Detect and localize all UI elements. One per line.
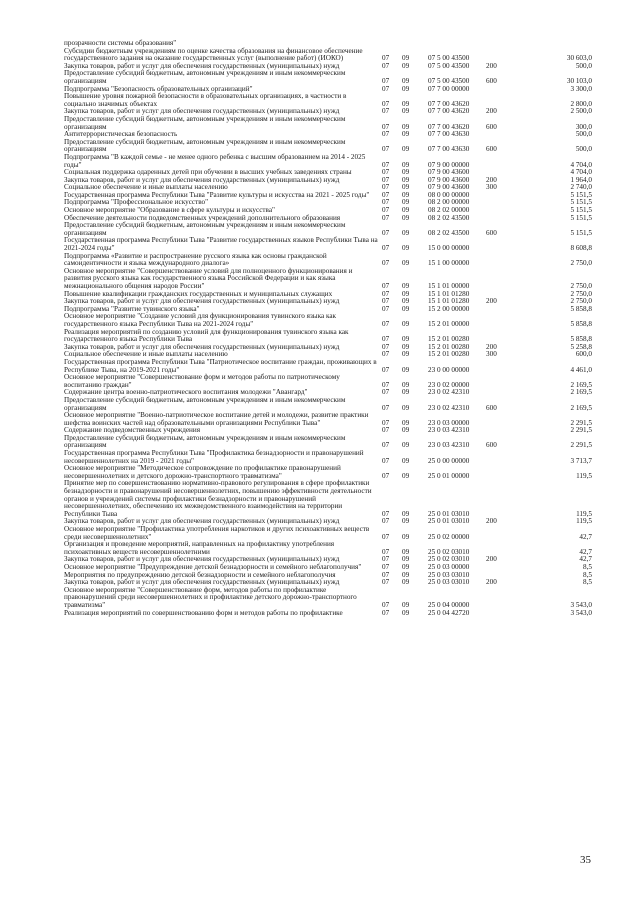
table-row	[64, 480, 592, 518]
row-subsection-code: 09	[402, 99, 410, 108]
table-row	[64, 154, 592, 169]
table-row	[64, 93, 592, 108]
row-name: Основное мероприятие "Совершенствование форм и методов работы по патриотическому воспитанию граждан"	[64, 373, 340, 389]
row-section-code: 07	[382, 99, 390, 108]
row-subsection-code: 09	[402, 532, 410, 541]
row-section-code: 07	[382, 342, 390, 351]
row-target-article: 07 9 00 43600	[428, 168, 470, 177]
row-amount: 2 750,0	[570, 289, 592, 298]
row-section-code: 07	[382, 297, 390, 306]
row-subsection-code: 09	[402, 562, 410, 571]
row-name: Основное мероприятие "Предупреждение детской безнадзорности и семейного неблагополучия"	[64, 562, 362, 571]
row-name: Содержание подведомственных учреждения	[64, 426, 201, 435]
row-name: Предоставление субсидий бюджетным, автономным учреждениям и иным некоммерческим организациям	[64, 221, 346, 237]
row-subsection-code: 09	[402, 282, 410, 290]
row-amount: 42,7	[579, 532, 592, 541]
row-subsection-code: 09	[402, 122, 410, 131]
row-amount: 2 291,5	[570, 418, 592, 427]
row-target-article: 23 0 02 42310	[428, 403, 470, 412]
table-row	[64, 139, 592, 154]
row-subsection-code: 09	[402, 213, 410, 222]
row-subsection-code: 09	[402, 380, 410, 389]
row-target-article: 07 5 00 43500	[428, 76, 470, 85]
row-name: Субсидии бюджетным учреждениям по оценке качества образования на финансовое обеспечение государственного задания на оказание государственных услуг (выполнение работ) (ИОКО)	[64, 46, 363, 63]
row-section-code: 07	[382, 517, 390, 526]
row-target-article: 08 2 02 43500	[428, 213, 470, 222]
row-subsection-code: 09	[402, 61, 410, 70]
table-row	[64, 412, 592, 427]
row-subsection-code: 09	[402, 342, 410, 351]
row-subsection-code: 09	[402, 403, 410, 412]
row-name: Основное мероприятие "Создание условий для функционирования тувинского языка как государственного языка Республики Тыва на 2021-2024 годы"	[64, 312, 337, 328]
row-subsection-code: 09	[402, 84, 410, 93]
row-name: Закупка товаров, работ и услуг для обеспечения государственных (муниципальных) нужд	[64, 578, 340, 587]
row-amount: 8,5	[583, 570, 592, 579]
row-amount: 5 258,8	[570, 342, 592, 351]
row-amount: 8 608,8	[570, 244, 592, 253]
row-target-article: 07 7 00 43620	[428, 107, 470, 116]
row-target-article: 25 0 04 00000	[428, 600, 470, 609]
row-section-code: 07	[382, 168, 390, 177]
row-name: Содержание центра военно-патриотического воспитания молодежи "Авангард"	[64, 388, 308, 397]
row-target-article: 07 7 00 00000	[428, 84, 470, 93]
row-amount: 500,0	[575, 130, 592, 139]
row-amount: 5 151,5	[570, 228, 592, 237]
row-subsection-code: 09	[402, 350, 410, 359]
row-name: Предоставление субсидий бюджетным, автономным учреждениям и иным некоммерческим организациям	[64, 395, 346, 412]
row-amount: 5 151,5	[570, 198, 592, 207]
row-subsection-code: 09	[402, 418, 410, 427]
row-amount: 500,0	[575, 61, 592, 70]
row-section-code: 07	[382, 259, 390, 268]
row-name: Предоставление субсидий бюджетным, автономным учреждениям и иным некоммерческим организациям	[64, 114, 346, 131]
row-target-article: 25 0 02 00000	[428, 532, 470, 541]
row-name: Государственная программа Республики Тыва "Патриотическое воспитание граждан, проживающих в Республике Тыва, на 2019-2021 годы"	[64, 357, 377, 374]
row-subsection-code: 09	[402, 456, 410, 465]
row-subsection-code: 09	[402, 365, 410, 374]
row-section-code: 07	[382, 578, 390, 587]
row-target-article: 07 9 00 43600	[428, 183, 470, 192]
row-subsection-code: 09	[402, 130, 410, 139]
row-amount: 4 704,0	[570, 160, 592, 169]
table-row	[64, 587, 592, 610]
row-amount: 8,5	[583, 562, 592, 571]
row-subsection-code: 09	[402, 289, 410, 298]
row-section-code: 07	[382, 130, 390, 139]
table-row	[64, 526, 592, 541]
row-target-article: 23 0 03 42310	[428, 426, 470, 435]
row-target-article: 25 0 03 03010	[428, 570, 470, 579]
row-section-code: 07	[382, 183, 390, 192]
row-amount: 2 500,0	[570, 107, 592, 116]
row-expense-type: 200	[486, 342, 497, 351]
row-name: Государственная программа Республики Тыва "Развитие культуры и искусства на 2021 - 2025 годы"	[64, 190, 370, 199]
row-target-article: 08 2 02 00000	[428, 206, 470, 215]
row-name: Закупка товаров, работ и услуг для обеспечения государственных (муниципальных) нужд	[64, 61, 340, 70]
row-name: Подпрограмма "Безопасность образовательных организаций"	[64, 84, 253, 93]
row-section-code: 07	[382, 175, 390, 184]
row-subsection-code: 09	[402, 107, 410, 116]
row-target-article: 15 2 00 00000	[428, 304, 470, 313]
row-target-article: 15 1 01 00000	[428, 282, 470, 290]
row-amount: 600,0	[575, 350, 592, 359]
row-amount: 119,5	[576, 517, 592, 526]
row-subsection-code: 09	[402, 297, 410, 306]
row-section-code: 07	[382, 608, 390, 617]
row-subsection-code: 09	[402, 259, 410, 268]
row-section-code: 07	[382, 319, 390, 328]
table-row	[64, 116, 592, 131]
row-section-code: 07	[382, 206, 390, 215]
table-row	[64, 222, 592, 237]
row-amount: 3 300,0	[570, 84, 592, 93]
row-amount: 42,7	[579, 555, 592, 564]
row-expense-type: 200	[486, 297, 497, 306]
row-section-code: 07	[382, 228, 390, 237]
row-name: Закупка товаров, работ и услуг для обеспечения государственных (муниципальных) нужд	[64, 107, 340, 116]
row-expense-type: 200	[486, 175, 497, 184]
row-subsection-code: 09	[402, 319, 410, 328]
row-section-code: 07	[382, 600, 390, 609]
row-subsection-code: 09	[402, 517, 410, 526]
row-target-article: 23 0 03 42310	[428, 441, 470, 450]
row-section-code: 07	[382, 335, 390, 344]
row-section-code: 07	[382, 547, 390, 556]
row-section-code: 07	[382, 456, 390, 465]
table-row	[64, 610, 592, 618]
row-target-article: 23 0 03 00000	[428, 418, 470, 427]
row-target-article: 15 1 01 01280	[428, 289, 470, 298]
row-subsection-code: 09	[402, 608, 410, 617]
row-expense-type: 200	[486, 578, 497, 587]
row-expense-type: 600	[486, 403, 497, 412]
row-target-article: 23 0 02 42310	[428, 388, 470, 397]
table-row	[64, 450, 592, 465]
row-name: Обеспечение деятельности подведомственных учреждений дополнительного образования	[64, 213, 341, 222]
row-subsection-code: 09	[402, 183, 410, 192]
row-name: Закупка товаров, работ и услуг для обеспечения государственных (муниципальных) нужд	[64, 297, 340, 306]
table-row	[64, 237, 592, 252]
row-name: Подпрограмма «Развитие и распространение русского языка как основы гражданской самоидентичности и языка международного диалога»	[64, 251, 327, 268]
row-target-article: 15 1 01 01280	[428, 297, 470, 306]
row-amount: 2 750,0	[570, 297, 592, 306]
row-amount: 4 461,0	[570, 365, 592, 374]
row-name: Основное мероприятие "Военно-патриотическое воспитание детей и молодежи, развитие практики шефства воинских частей над образовательными организациями Республики Тыва"	[64, 411, 369, 427]
row-expense-type: 200	[486, 61, 497, 70]
row-name: Реализация мероприятий по созданию условий для функционирования тувинского языка как государственного языка Республики Тыва	[64, 327, 349, 344]
row-target-article: 15 1 00 00000	[428, 259, 470, 268]
table-row	[64, 268, 592, 291]
row-name: Основное мероприятие "Образование в сфере культуры и искусства"	[64, 206, 275, 215]
row-section-code: 07	[382, 244, 390, 253]
row-subsection-code: 09	[402, 76, 410, 85]
row-name: Государственная программа Республики Тыва "Профилактика безнадзорности и правонарушений несовершеннолетних на 2019 - 2021 годы"	[64, 449, 364, 465]
table-row	[64, 374, 592, 389]
row-section-code: 07	[382, 570, 390, 579]
row-subsection-code: 09	[402, 304, 410, 313]
row-amount: 5 858,8	[570, 319, 592, 328]
row-subsection-code: 09	[402, 555, 410, 564]
row-amount: 119,5	[576, 509, 592, 518]
table-row	[64, 465, 592, 480]
row-target-article: 07 9 00 00000	[428, 160, 470, 169]
row-target-article: 25 0 00 00000	[428, 456, 470, 465]
row-name: Государственная программа Республики Тыва "Развитие государственных языков Республики Тыва на 2021-2024 годы"	[64, 236, 378, 253]
row-expense-type: 200	[486, 107, 497, 116]
row-name: Закупка товаров, работ и услуг для обеспечения государственных (муниципальных) нужд	[64, 342, 340, 351]
row-amount: 3 543,0	[570, 608, 592, 617]
row-name: Организация и проведение мероприятий, направленных на профилактику употребления психоактивных веществ несовершеннолетними	[64, 540, 335, 556]
table-row	[64, 70, 592, 85]
row-subsection-code: 09	[402, 426, 410, 435]
row-target-article: 08 0 00 00000	[428, 190, 470, 199]
row-target-article: 25 0 01 00000	[428, 471, 470, 480]
row-amount: 3 543,0	[570, 600, 592, 609]
row-name: Предоставление субсидий бюджетным, автономным учреждениям и иным некоммерческим организациям	[64, 69, 346, 85]
row-subsection-code: 09	[402, 509, 410, 518]
row-section-code: 07	[382, 304, 390, 313]
row-expense-type: 600	[486, 228, 497, 237]
row-section-code: 07	[382, 403, 390, 412]
page-number: 35	[580, 854, 591, 866]
table-row	[64, 253, 592, 268]
row-amount: 2 750,0	[570, 282, 592, 290]
row-amount: 1 964,0	[570, 175, 592, 184]
row-subsection-code: 09	[402, 160, 410, 169]
row-name: Социальная поддержка одаренных детей при обучении в высших учебных заведениях страны	[64, 168, 352, 177]
row-amount: 2 800,0	[570, 99, 592, 108]
row-name: Основное мероприятие "Совершенствование форм, методов работы по профилактике правонарушений среди несовершеннолетних и профилактике детского дорожно-транспортного травматизма"	[64, 585, 357, 609]
row-expense-type: 600	[486, 76, 497, 85]
row-subsection-code: 09	[402, 168, 410, 177]
row-amount: 2 740,0	[570, 183, 592, 192]
row-section-code: 07	[382, 282, 390, 290]
row-target-article: 07 9 00 43600	[428, 175, 470, 184]
row-amount: 2 291,5	[570, 441, 592, 450]
row-section-code: 07	[382, 441, 390, 450]
row-name: Закупка товаров, работ и услуг для обеспечения государственных (муниципальных) нужд	[64, 517, 340, 526]
row-name: Подпрограмма "Развитие тувинского языка"	[64, 304, 200, 313]
row-target-article: 25 0 04 42720	[428, 608, 470, 617]
row-subsection-code: 09	[402, 145, 410, 154]
table-row	[64, 541, 592, 556]
row-name: Подпрограмма "Профессиональное искусство"	[64, 198, 209, 207]
row-section-code: 07	[382, 289, 390, 298]
table-row	[64, 48, 592, 63]
row-target-article: 25 0 03 03010	[428, 578, 470, 587]
budget-table	[64, 40, 592, 617]
row-target-article: 15 2 01 00280	[428, 342, 470, 351]
table-row	[64, 435, 592, 450]
table-row	[64, 397, 592, 412]
row-target-article: 07 7 00 43630	[428, 130, 470, 139]
row-target-article: 08 2 00 00000	[428, 198, 470, 207]
row-amount: 500,0	[575, 145, 592, 154]
row-name: прозрачности системы образования"	[64, 39, 177, 47]
row-name: Закупка товаров, работ и услуг для обеспечения государственных (муниципальных) нужд	[64, 555, 340, 564]
row-target-article: 07 7 00 43620	[428, 99, 470, 108]
row-amount: 2 291,5	[570, 426, 592, 435]
row-target-article: 07 5 00 43500	[428, 61, 470, 70]
row-subsection-code: 09	[402, 244, 410, 253]
row-section-code: 07	[382, 562, 390, 571]
row-section-code: 07	[382, 555, 390, 564]
row-target-article: 15 2 01 00280	[428, 335, 470, 344]
row-section-code: 07	[382, 380, 390, 389]
row-amount: 2 169,5	[570, 388, 592, 397]
row-amount: 2 750,0	[570, 259, 592, 268]
row-amount: 42,7	[579, 547, 592, 556]
row-subsection-code: 09	[402, 600, 410, 609]
row-amount: 30 603,0	[566, 54, 592, 63]
row-expense-type: 600	[486, 145, 497, 154]
row-subsection-code: 09	[402, 471, 410, 480]
row-target-article: 15 2 01 00000	[428, 319, 470, 328]
row-name: Закупка товаров, работ и услуг для обеспечения государственных (муниципальных) нужд	[64, 175, 340, 184]
row-subsection-code: 09	[402, 198, 410, 207]
row-name: Реализация мероприятий по совершенствованию форм и методов работы по профилактике	[64, 608, 343, 617]
row-section-code: 07	[382, 122, 390, 131]
row-expense-type: 600	[486, 122, 497, 131]
row-name: Основное мероприятие "Методическое сопровождение по профилактике правонарушений несовершеннолетних и детского дорожно-транспортного травматизма"	[64, 464, 341, 480]
row-subsection-code: 09	[402, 570, 410, 579]
row-name: Повышение уровня пожарной безопасности в образовательных организациях, в частности в социально значимых объектах	[64, 92, 347, 108]
row-amount: 4 704,0	[570, 168, 592, 177]
row-section-code: 07	[382, 532, 390, 541]
row-subsection-code: 09	[402, 54, 410, 63]
row-target-article: 25 0 02 03010	[428, 555, 470, 564]
row-amount: 300,0	[575, 122, 592, 131]
row-section-code: 07	[382, 54, 390, 63]
row-target-article: 25 0 03 00000	[428, 562, 470, 571]
row-name: Социальное обеспечение и иные выплаты населению	[64, 350, 228, 359]
row-target-article: 25 0 02 03010	[428, 547, 470, 556]
row-section-code: 07	[382, 418, 390, 427]
row-expense-type: 200	[486, 555, 497, 564]
row-section-code: 07	[382, 388, 390, 397]
row-target-article: 23 0 02 00000	[428, 380, 470, 389]
row-target-article: 15 0 00 00000	[428, 244, 470, 253]
row-name: Основное мероприятие "Совершенствование условий для полноценного функционирования и развития русского языка как государственного языка Российской Федерации и как языка межнационального общения народов России"	[64, 266, 353, 290]
table-row	[64, 359, 592, 374]
row-amount: 5 858,8	[570, 335, 592, 344]
row-subsection-code: 09	[402, 190, 410, 199]
row-section-code: 07	[382, 107, 390, 116]
row-amount: 5 151,5	[570, 213, 592, 222]
row-section-code: 07	[382, 350, 390, 359]
row-amount: 5 151,5	[570, 206, 592, 215]
row-name: Социальное обеспечение и иные выплаты населению	[64, 183, 228, 192]
row-expense-type: 200	[486, 517, 497, 526]
row-name: Основное мероприятие "Профилактика употребления наркотиков и других психоактивных веществ среди несовершеннолетних"	[64, 525, 370, 541]
row-subsection-code: 09	[402, 228, 410, 237]
row-section-code: 07	[382, 160, 390, 169]
row-expense-type: 300	[486, 350, 497, 359]
row-section-code: 07	[382, 145, 390, 154]
row-amount: 8,5	[583, 578, 592, 587]
row-subsection-code: 09	[402, 441, 410, 450]
row-amount: 2 169,5	[570, 403, 592, 412]
row-target-article: 08 2 02 43500	[428, 228, 470, 237]
row-subsection-code: 09	[402, 175, 410, 184]
row-subsection-code: 09	[402, 547, 410, 556]
row-amount: 5 151,5	[570, 190, 592, 199]
row-section-code: 07	[382, 76, 390, 85]
row-amount: 30 103,0	[566, 76, 592, 85]
row-expense-type: 600	[486, 441, 497, 450]
row-subsection-code: 09	[402, 388, 410, 397]
row-section-code: 07	[382, 61, 390, 70]
row-amount: 119,5	[576, 471, 592, 480]
row-name: Мероприятия по предупреждению детской безнадзорности и семейного неблагополучия	[64, 570, 336, 579]
row-name: Принятие мер по совершенствованию нормативно-правового регулирования в сфере профилактики безнадзорности и правонарушений несовершеннолетних, повышению эффективности деятельности органов и учреждений системы профилактики безнадзорности и правонарушений несовершеннолетних, обеспечению их межведомственного взаимодействия на территории Республики Тыва	[64, 479, 372, 518]
row-amount: 5 858,8	[570, 304, 592, 313]
row-target-article: 25 0 01 03010	[428, 509, 470, 518]
row-section-code: 07	[382, 213, 390, 222]
row-section-code: 07	[382, 426, 390, 435]
row-section-code: 07	[382, 365, 390, 374]
row-target-article: 15 2 01 00280	[428, 350, 470, 359]
row-name: Антитеррористическая безопасность	[64, 130, 178, 139]
row-target-article: 07 7 00 43630	[428, 145, 470, 154]
row-subsection-code: 09	[402, 206, 410, 215]
row-subsection-code: 09	[402, 335, 410, 344]
row-subsection-code: 09	[402, 578, 410, 587]
row-amount: 3 713,7	[570, 456, 592, 465]
row-name: Повышение квалификации гражданских государственных и муниципальных служащих	[64, 289, 333, 298]
row-section-code: 07	[382, 509, 390, 518]
row-target-article: 07 5 00 43500	[428, 54, 470, 63]
row-section-code: 07	[382, 190, 390, 199]
row-target-article: 25 0 01 03010	[428, 517, 470, 526]
row-name: Подпрограмма "В каждой семье - не менее одного ребенка с высшим образованием на 2014 - 2025 годы"	[64, 152, 366, 169]
row-section-code: 07	[382, 84, 390, 93]
row-name: Предоставление субсидий бюджетным, автономным учреждениям и иным некоммерческим организациям	[64, 137, 346, 154]
row-expense-type: 300	[486, 183, 497, 192]
row-amount: 2 169,5	[570, 380, 592, 389]
row-name: Предоставление субсидий бюджетным, автономным учреждениям и иным некоммерческим организациям	[64, 433, 346, 450]
table-row	[64, 313, 592, 328]
table-row	[64, 329, 592, 344]
row-target-article: 23 0 00 00000	[428, 365, 470, 374]
row-section-code: 07	[382, 198, 390, 207]
row-section-code: 07	[382, 471, 390, 480]
row-target-article: 07 7 00 43620	[428, 122, 470, 131]
